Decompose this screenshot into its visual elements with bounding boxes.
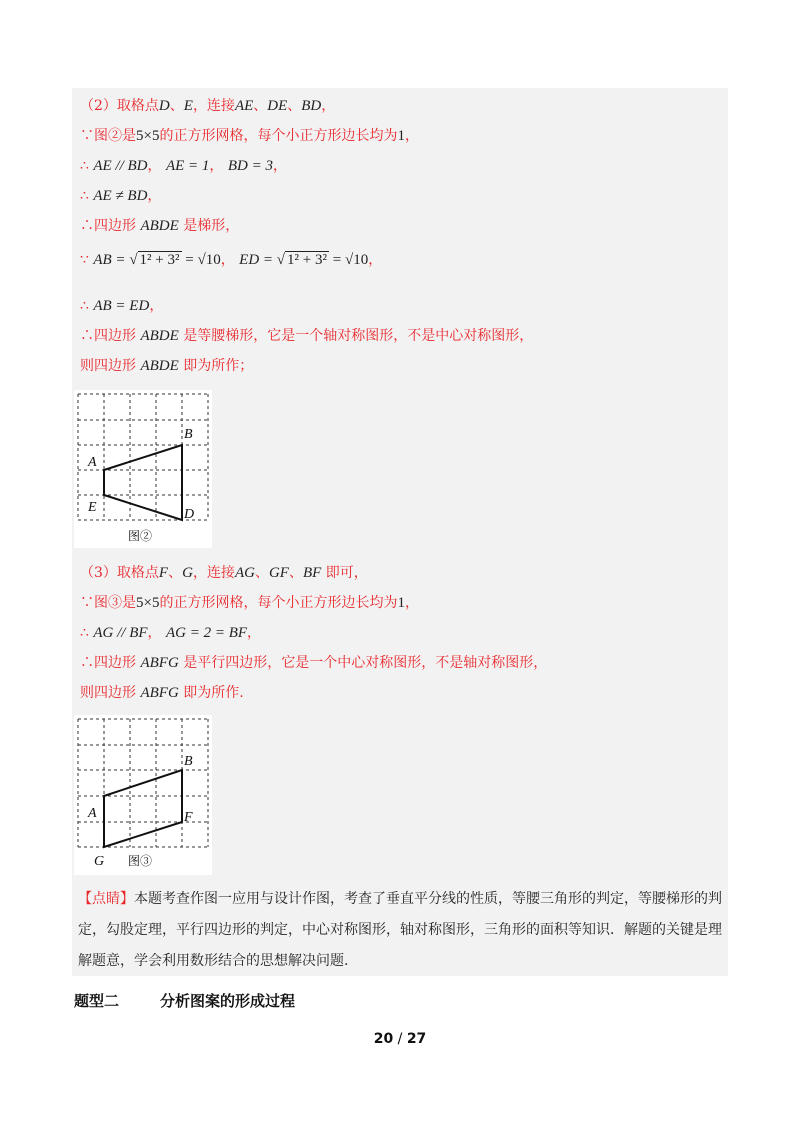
label-B: B [184, 754, 193, 769]
p2-line2: ∵图②是5×5的正方形网格，每个小正方形边长均为1， [80, 128, 419, 144]
label-B: B [184, 427, 193, 442]
p2-line4: ∴ AE ≠ BD， [80, 188, 162, 204]
trapezoid-abde [104, 445, 182, 520]
p2-line9: 则四边形 ABDE 即为所作； [80, 358, 254, 374]
p3-line3: ∴ AG // BF， AG = 2 = BF， [80, 625, 262, 641]
page-separator: / [393, 1031, 407, 1047]
parallelogram-abfg [104, 770, 182, 847]
p3-line1: （3）取格点F、G，连接AG、GF、BF 即可， [80, 565, 368, 581]
p2-line5: ∴四边形 ABDE 是梯形， [80, 218, 240, 234]
label-A: A [88, 455, 97, 470]
label-F: F [184, 810, 193, 825]
section-number: 题型二 [74, 992, 120, 1010]
figure-3 [74, 715, 212, 875]
p3-line5: 则四边形 ABFG 即为所作. [80, 685, 244, 701]
label-E: E [88, 500, 97, 515]
label-A: A [88, 806, 97, 821]
comment-block [78, 884, 722, 977]
p3-line4: ∴四边形 ABFG 是平行四边形，它是一个中心对称图形，不是轴对称图形， [80, 655, 548, 671]
label-G: G [94, 854, 105, 869]
section-heading [74, 990, 295, 1011]
figure-2-caption: 图② [128, 529, 153, 543]
comment-tag: 【点睛】 [78, 891, 134, 907]
p2-line8: ∴四边形 ABDE 是等腰梯形，它是一个轴对称图形，不是中心对称图形， [80, 328, 534, 344]
figure-2 [74, 390, 212, 548]
comment-text: 本题考查作图一应用与设计作图，考查了垂直平分线的性质，等腰三角形的判定，等腰梯形的判定，勾股定理，平行四边形的判定，中心对称图形，轴对称图形，三角形的面积等知识．解题的关键是理解题意，学会利用数形结合的思想解决问题. [78, 891, 722, 969]
page-current: 20 [373, 1031, 394, 1047]
section-title: 分析图案的形成过程 [160, 992, 296, 1010]
page-number [0, 1031, 800, 1047]
p2-line1: （2）取格点D、E，连接AE、DE、BD， [80, 98, 336, 114]
figure-3-caption: 图③ [128, 854, 153, 868]
label-D: D [184, 507, 195, 522]
p3-line2: ∵图③是5×5的正方形网格，每个小正方形边长均为1， [80, 595, 419, 611]
p2-line7: ∴ AB = ED， [80, 298, 164, 314]
p2-line3: ∴ AE // BD， AE = 1， BD = 3， [80, 158, 287, 174]
p2-line6: ∵ AB = √ 1² + 3² = √10， ED = √ 1² + 3² = √10， [80, 252, 383, 268]
page-total: 27 [406, 1031, 427, 1047]
